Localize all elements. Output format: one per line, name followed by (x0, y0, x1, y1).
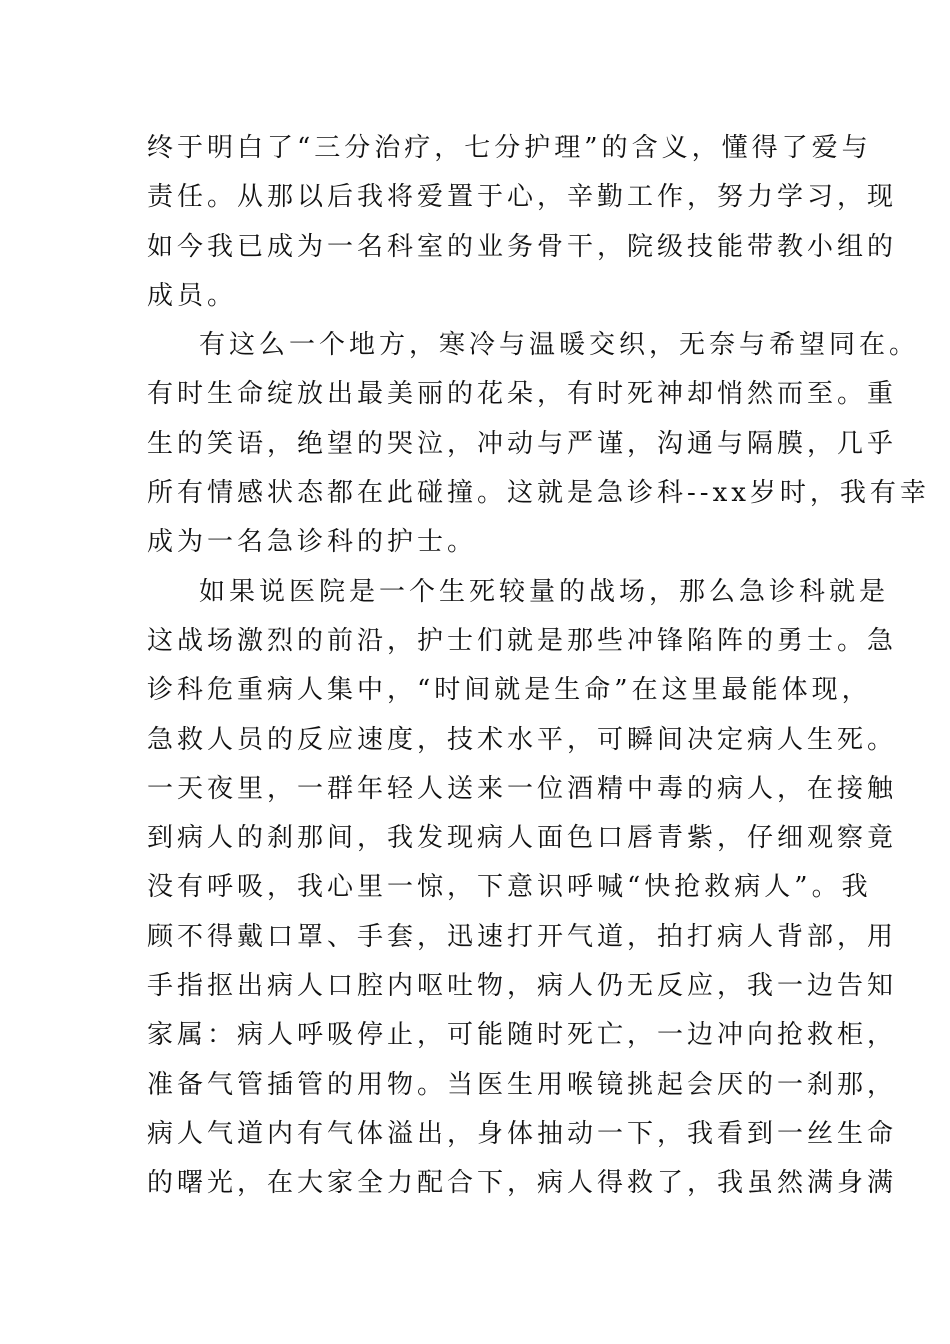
text-line: 终于明白了“三分治疗，七分护理”的含义，懂得了爱与 (147, 133, 872, 163)
text-line: 家属：病人呼吸停止，可能随时死亡，一边冲向抢救柜， (147, 1020, 898, 1051)
text-line: 责任。从那以后我将爱置于心，辛勤工作，努力学习，现 (147, 182, 898, 213)
text-line: 顾不得戴口罩、手套，迅速打开气道，拍打病人背部，用 (147, 921, 898, 952)
text-line: 手指抠出病人口腔内呕吐物，病人仍无反应，我一边告知 (147, 971, 898, 1002)
text-line: 一天夜里，一群年轻人送来一位酒精中毒的病人，在接触 (147, 773, 898, 804)
text-line: 到病人的刹那间，我发现病人面色口唇青紫，仔细观察竟 (147, 823, 898, 854)
text-line: 这战场激烈的前沿，护士们就是那些冲锋陷阵的勇士。急 (147, 625, 898, 656)
text-line: 的曙光，在大家全力配合下，病人得救了，我虽然满身满 (147, 1168, 898, 1199)
text-line: 诊科危重病人集中，“时间就是生命”在这里最能体现， (147, 675, 872, 706)
text-line: 有时生命绽放出最美丽的花朵，有时死神却悄然而至。重 (147, 379, 898, 410)
text-line: 所有情感状态都在此碰撞。这就是急诊科--xx岁时，我有幸 (147, 478, 930, 509)
text-line: 成为一名急诊科的护士。 (147, 527, 478, 558)
text-line: 成员。 (147, 280, 238, 311)
text-line: 有这么一个地方，寒冷与温暖交织，无奈与希望同在。 (199, 330, 920, 361)
text-line: 准备气管插管的用物。当医生用喉镜挑起会厌的一刹那， (147, 1069, 898, 1100)
text-line: 没有呼吸，我心里一惊，下意识呼喊“快抢救病人”。我 (147, 872, 872, 903)
text-line: 如果说医院是一个生死较量的战场，那么急诊科就是 (199, 576, 890, 607)
text-line: 生的笑语，绝望的哭泣，冲动与严谨，沟通与隔膜，几乎 (147, 428, 898, 459)
text-line: 急救人员的反应速度，技术水平，可瞬间决定病人生死。 (147, 724, 898, 755)
text-line: 如今我已成为一名科室的业务骨干，院级技能带教小组的 (147, 231, 898, 262)
body-text (147, 124, 930, 1209)
text-line: 病人气道内有气体溢出，身体抽动一下，我看到一丝生命 (147, 1118, 898, 1149)
